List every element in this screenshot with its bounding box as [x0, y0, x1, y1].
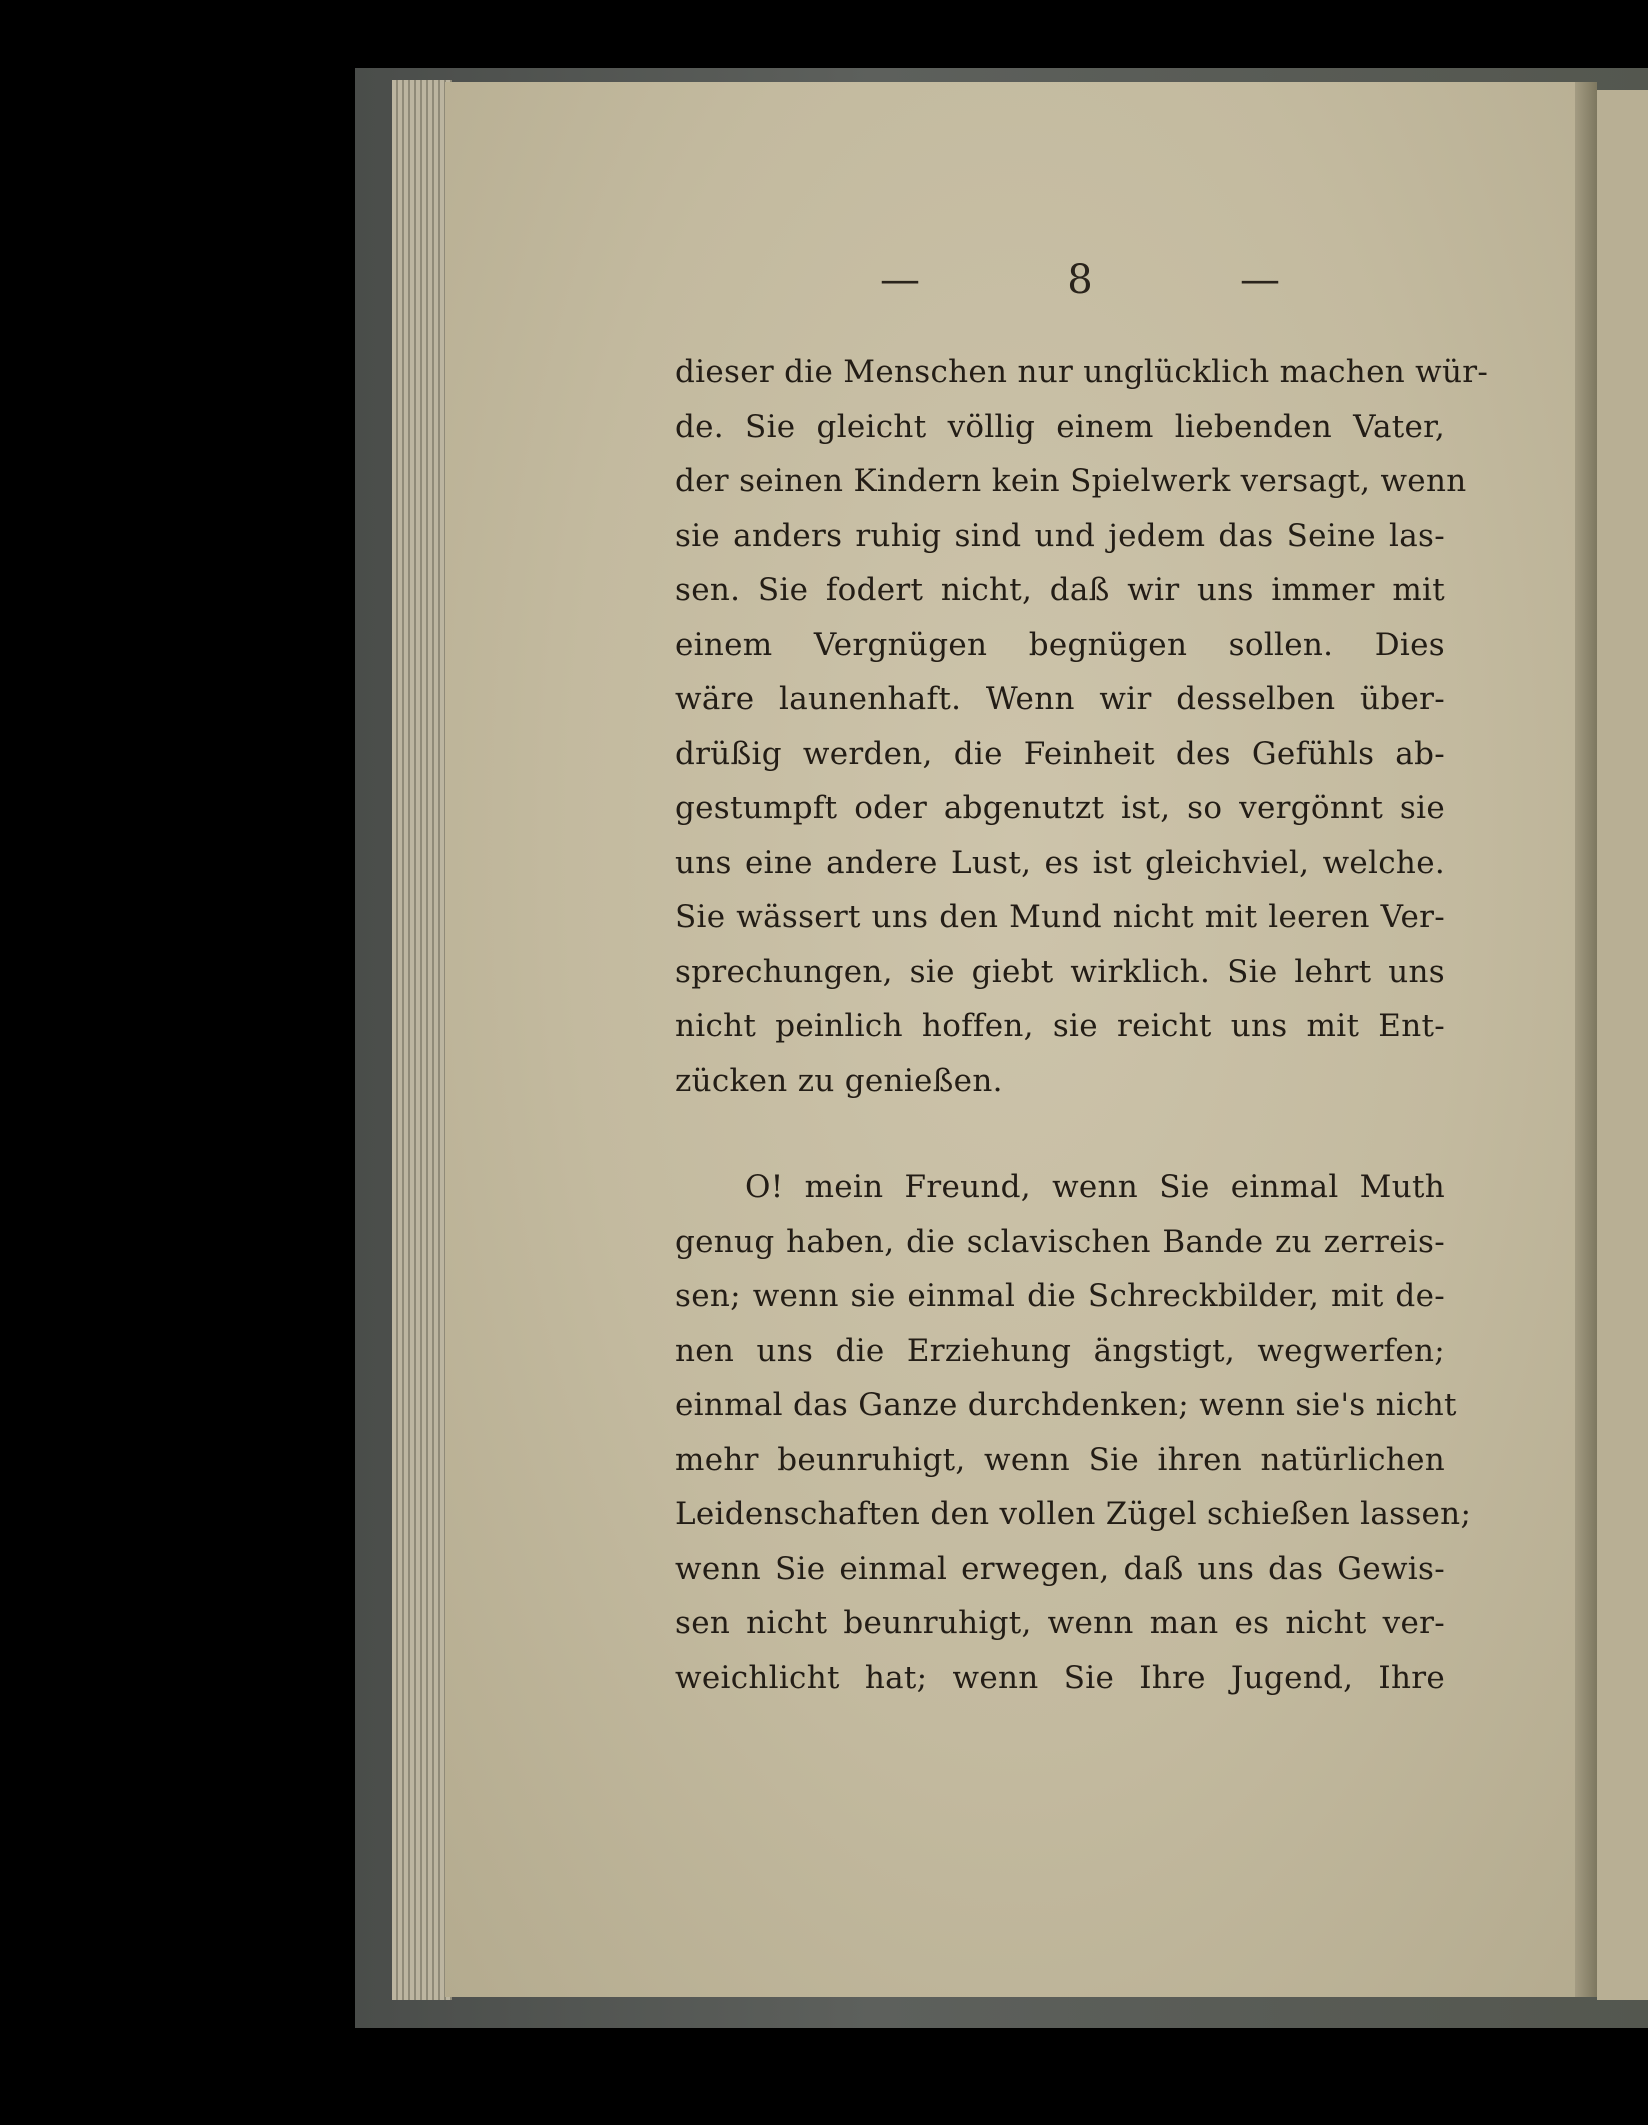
- text-line: nicht peinlich hoffen, sie reicht uns mit Ent-: [675, 1008, 1445, 1044]
- text-line: einmal das Ganze durchdenken; wenn sie's nicht: [675, 1387, 1457, 1423]
- page-edges: [392, 80, 452, 2000]
- page-number: 8: [1067, 257, 1093, 303]
- header-dash-left: —: [880, 257, 920, 303]
- text-line: O! mein Freund, wenn Sie einmal Muth: [745, 1169, 1445, 1205]
- header-dash-right: —: [1239, 257, 1280, 303]
- paragraph: [675, 1160, 1472, 1705]
- text-line: mehr beunruhigt, wenn Sie ihren natürlichen: [675, 1441, 1445, 1478]
- page-header: [880, 255, 1280, 305]
- text-line: genug haben, die sclavischen Bande zu zerreis-: [675, 1223, 1445, 1260]
- text-line: sen. Sie fodert nicht, daß wir uns immer mit: [675, 572, 1445, 608]
- text-line: sie anders ruhig sind und jedem das Seine las-: [675, 517, 1445, 554]
- body-text: [675, 345, 1489, 1705]
- text-line: zücken zu genießen.: [675, 1062, 1003, 1099]
- text-line: Leidenschaften den vollen Zügel schießen lassen;: [675, 1496, 1472, 1532]
- text-line: wenn Sie einmal erwegen, daß uns das Gewis-: [675, 1550, 1445, 1587]
- next-page-edge: [1597, 90, 1648, 2000]
- paragraph-gap: [675, 1108, 1445, 1160]
- paragraph: [675, 345, 1489, 1108]
- text-line: dieser die Menschen nur unglücklich machen wür-: [675, 354, 1489, 390]
- text-line: uns eine andere Lust, es ist gleichviel, welche.: [675, 844, 1445, 881]
- text-line: drüßig werden, die Feinheit des Gefühls ab-: [675, 735, 1445, 772]
- text-line: sprechungen, sie giebt wirklich. Sie lehrt uns: [675, 953, 1445, 990]
- text-line: weichlicht hat; wenn Sie Ihre Jugend, Ihre: [675, 1659, 1445, 1696]
- page-gutter: [1575, 82, 1597, 1997]
- text-line: einem Vergnügen begnügen sollen. Dies: [675, 626, 1445, 663]
- text-line: der seinen Kindern kein Spielwerk versagt, wenn: [675, 463, 1467, 499]
- text-line: nen uns die Erziehung ängstigt, wegwerfen;: [675, 1332, 1445, 1369]
- text-line: wäre launenhaft. Wenn wir desselben über-: [675, 681, 1445, 717]
- text-line: gestumpft oder abgenutzt ist, so vergönnt sie: [675, 790, 1445, 826]
- text-line: sen nicht beunruhigt, wenn man es nicht ver-: [675, 1605, 1445, 1641]
- text-line: sen; wenn sie einmal die Schreckbilder, mit de-: [675, 1278, 1445, 1314]
- text-line: Sie wässert uns den Mund nicht mit leeren Ver-: [675, 899, 1445, 935]
- text-line: de. Sie gleicht völlig einem liebenden Vater,: [675, 408, 1445, 445]
